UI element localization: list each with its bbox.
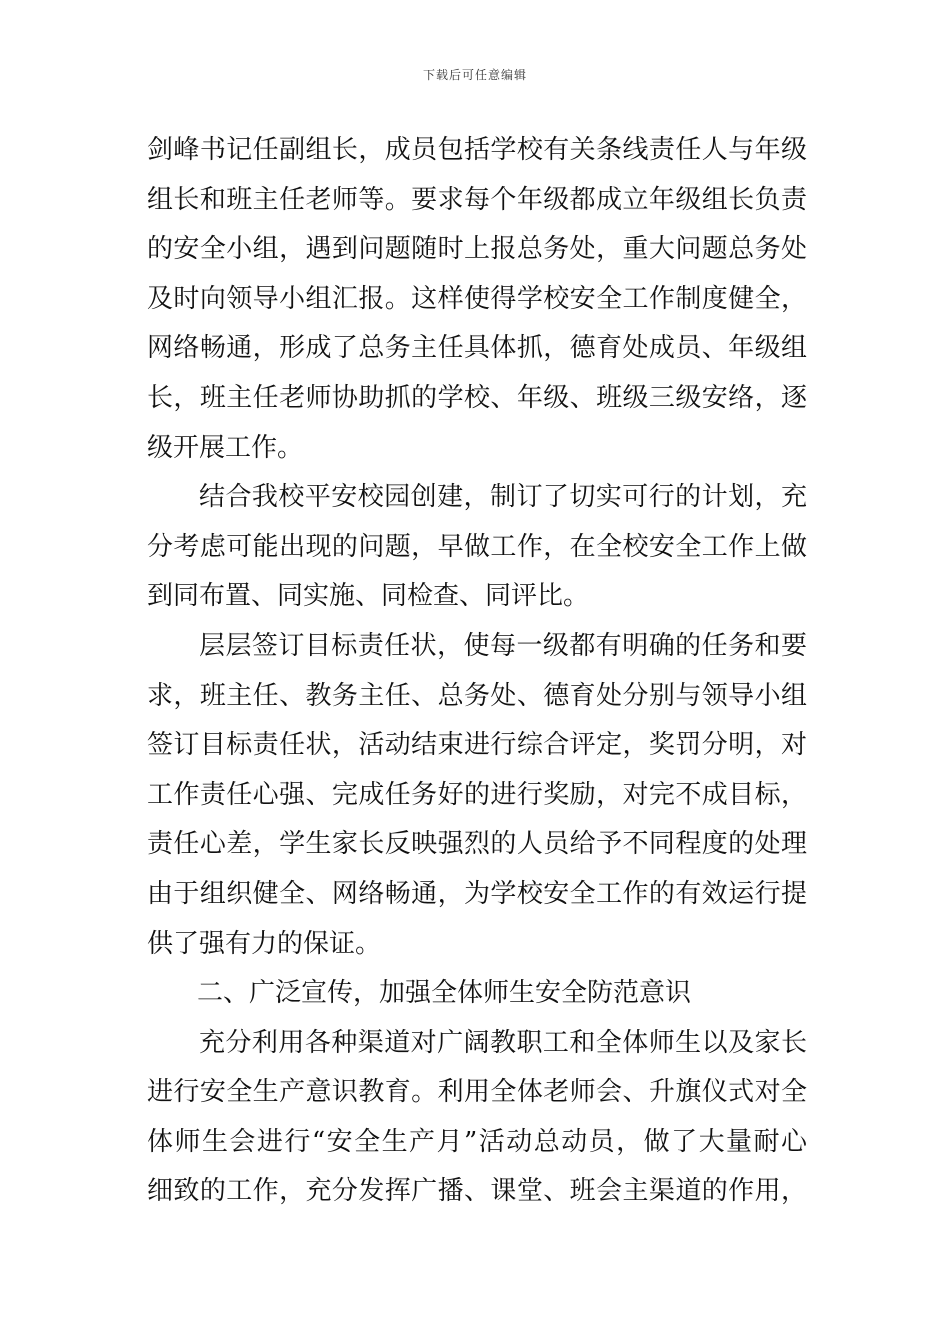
heading-line: 二、广泛宣传，加强全体师生安全防范意识 [197,978,692,1009]
text-line: 网络畅通，形成了总务主任具体抓，德育处成员、年级组 [147,333,807,364]
text-line: 体师生会进行“安全生产月”活动总动员，做了大量耐心 [147,1126,807,1157]
text-line: 供了强有力的保证。 [147,928,382,959]
paragraph-2 [147,473,807,622]
text-line: 级开展工作。 [147,432,304,463]
page-header: 下载后可任意编辑 [422,68,527,82]
text-line: 组长和班主任老师等。要求每个年级都成立年级组长负责 [147,184,807,215]
text-line: 进行安全生产意识教育。利用全体老师会、升旗仪式对全 [147,1077,807,1108]
text-line: 剑峰书记任副组长，成员包括学校有关条线责任人与年级 [147,135,807,165]
paragraph-5 [147,1019,807,1217]
section-heading [147,969,807,1019]
text-line: 及时向领导小组汇报。这样使得学校安全工作制度健全， [147,283,807,314]
text-line: 充分利用各种渠道对广阔教职工和全体师生以及家长 [199,1027,807,1058]
text-line: 求，班主任、教务主任、总务处、德育处分别与领导小组 [147,680,807,711]
text-line: 长，班主任老师协助抓的学校、年级、班级三级安络，逐 [147,382,807,413]
paragraph-3 [147,622,807,969]
text-line: 结合我校平安校园创建，制订了切实可行的计划，充 [199,482,807,513]
text-line: 细致的工作，充分发挥广播、课堂、班会主渠道的作用， [147,1176,807,1207]
text-line: 分考虑可能出现的问题，早做工作，在全校安全工作上做 [147,531,807,562]
text-line: 层层签订目标责任状，使每一级都有明确的任务和要 [199,630,807,661]
document-body [147,126,807,1217]
paragraph-1 [147,126,807,473]
text-line: 责任心差，学生家长反映强烈的人员给予不同程度的处理 [147,829,807,860]
text-line: 到同布置、同实施、同检查、同评比。 [147,581,590,612]
text-line: 的安全小组，遇到问题随时上报总务处，重大问题总务处 [147,234,807,265]
text-line: 签订目标责任状，活动结束进行综合评定，奖罚分明，对 [147,730,807,761]
text-line: 由于组织健全、网络畅通，为学校安全工作的有效运行提 [147,878,807,909]
text-line: 工作责任心强、完成任务好的进行奖励，对完不成目标， [147,779,807,810]
